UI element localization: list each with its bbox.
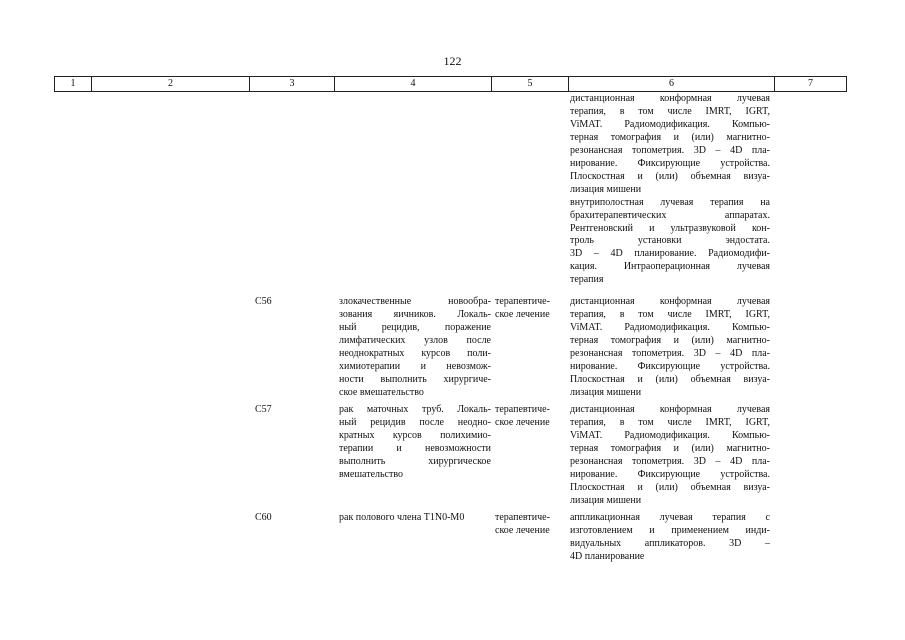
icd-code: C60	[255, 512, 272, 523]
text-line: ViMAT. Радиомодификация. Компью-	[570, 321, 770, 333]
text-line: терапии и невозможности	[339, 442, 491, 454]
text-line: ское лечение	[495, 308, 550, 320]
text-line: терапия, в том числе IMRT, IGRT,	[570, 105, 770, 117]
text-line: терапевтиче-	[495, 404, 550, 415]
column-header-5: 5	[491, 77, 568, 91]
text-line: резонансная топометрия. 3D – 4D пла-	[570, 144, 770, 156]
text-line: аппликационная лучевая терапия с	[570, 512, 770, 523]
text-line: нирование. Фиксирующие устройства.	[570, 360, 770, 372]
treatment-cell	[570, 512, 770, 564]
text-line: внутриполостная лучевая терапия на	[570, 196, 770, 208]
column-header-2: 2	[91, 77, 249, 91]
treatment-method-cell	[495, 404, 565, 430]
text-line: видуальных аппликаторов. 3D –	[570, 537, 770, 549]
text-line: вмешательство	[339, 468, 404, 480]
text-line: Рентгеновский и ультразвуковой кон-	[570, 222, 770, 234]
text-line: ское лечение	[495, 416, 550, 428]
icd-code: C57	[255, 404, 272, 415]
text-line: химиотерапии и невозмож-	[339, 360, 491, 372]
text-line: ское вмешательство	[339, 386, 424, 398]
text-line: троль установки эндостата.	[570, 235, 770, 247]
treatment-cell	[570, 296, 770, 400]
text-line: кация. Интраоперационная лучевая	[570, 261, 770, 273]
text-line: зования яичников. Локаль-	[339, 308, 491, 320]
text-line: ный рецидив, поражение	[339, 321, 491, 333]
text-line: Плоскостная и (или) объемная визуа-	[570, 170, 770, 182]
text-line: терная томография и (или) магнитно-	[570, 442, 770, 454]
text-line: Плоскостная и (или) объемная визуа-	[570, 373, 770, 385]
text-line: неоднократных курсов поли-	[339, 347, 491, 359]
text-line: терапия, в том числе IMRT, IGRT,	[570, 308, 770, 320]
page-number: 122	[443, 54, 462, 68]
text-line: терная томография и (или) магнитно-	[570, 131, 770, 143]
text-line: ный рецидив после неодно-	[339, 416, 491, 428]
text-line: нирование. Фиксирующие устройства.	[570, 157, 770, 169]
column-header-3: 3	[249, 77, 334, 91]
text-line: ское лечение	[495, 524, 550, 536]
text-line: нирование. Фиксирующие устройства.	[570, 468, 770, 480]
text-line: терапевтиче-	[495, 512, 550, 523]
text-line: кратных курсов полихимио-	[339, 429, 491, 441]
text-line: лизация мишени	[570, 494, 642, 506]
text-line: выполнить хирургическое	[339, 455, 491, 467]
text-line: ности выполнить хирургиче-	[339, 373, 491, 385]
text-line: рак маточных труб. Локаль-	[339, 404, 491, 415]
column-header-7: 7	[774, 77, 847, 91]
text-line: терапевтиче-	[495, 296, 550, 307]
text-line: лизация мишени	[570, 183, 642, 195]
text-line: дистанционная конформная лучевая	[570, 404, 770, 415]
text-line: ViMAT. Радиомодификация. Компью-	[570, 429, 770, 441]
column-header-1: 1	[54, 77, 91, 91]
text-line: изготовлением и применением инди-	[570, 524, 770, 536]
text-line: 3D – 4D планирование. Радиомодифи-	[570, 248, 770, 260]
text-line: терапия, в том числе IMRT, IGRT,	[570, 416, 770, 428]
text-line: резонансная топометрия. 3D – 4D пла-	[570, 347, 770, 359]
text-line: ViMAT. Радиомодификация. Компью-	[570, 118, 770, 130]
column-header-4: 4	[334, 77, 491, 91]
text-line: рак полового члена T1N0-M0	[339, 512, 465, 523]
treatment-cell	[570, 404, 770, 508]
text-line: терапия	[570, 274, 604, 286]
description-cell	[339, 512, 491, 525]
text-line: дистанционная конформная лучевая	[570, 296, 770, 307]
table-header	[54, 76, 847, 92]
treatment-method-cell	[495, 512, 565, 538]
description-cell	[339, 296, 491, 400]
text-line: дистанционная конформная лучевая	[570, 93, 770, 104]
description-cell	[339, 404, 491, 482]
text-line: злокачественные новообра-	[339, 296, 491, 307]
treatment-cell	[570, 93, 770, 287]
icd-code: C56	[255, 296, 272, 307]
treatment-method-cell	[495, 296, 565, 322]
text-line: терная томография и (или) магнитно-	[570, 334, 770, 346]
text-line: 4D планирование	[570, 550, 645, 562]
text-line: лизация мишени	[570, 386, 642, 398]
column-header-6: 6	[568, 77, 774, 91]
text-line: брахитерапевтических аппаратах.	[570, 209, 770, 221]
text-line: резонансная топометрия. 3D – 4D пла-	[570, 455, 770, 467]
text-line: Плоскостная и (или) объемная визуа-	[570, 481, 770, 493]
text-line: лимфатических узлов после	[339, 334, 491, 346]
